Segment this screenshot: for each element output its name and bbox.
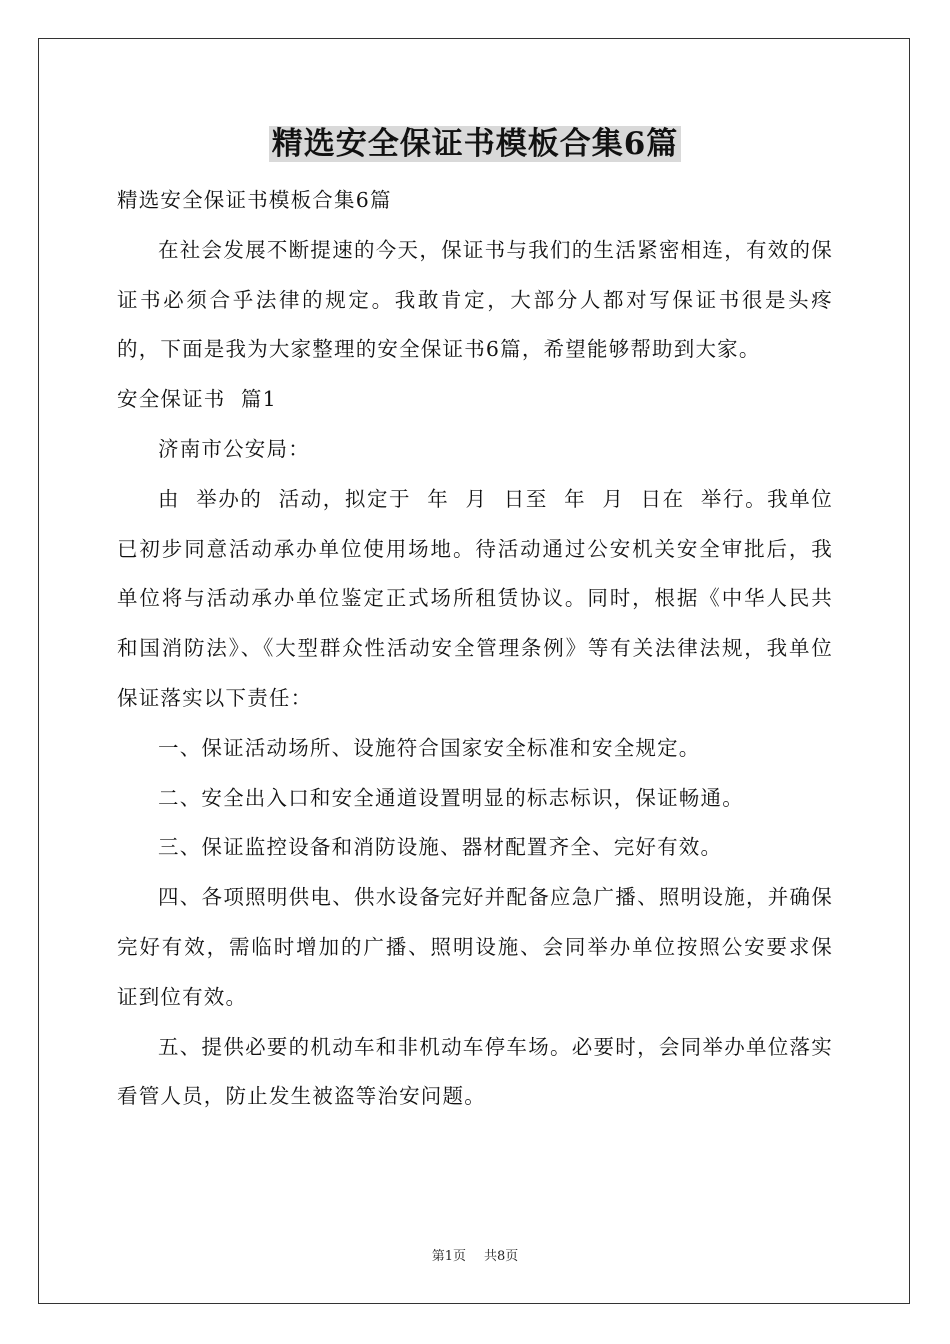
paragraph-addressee: 济南市公安局： [158,436,310,461]
page-number: 第1页 [431,1249,466,1264]
paragraph-item-5: 五、提供必要的机动车和非机动车停车场。必要时，会同举办单位落实看管人员，防止发生被盗等治安问题。 [117,1034,833,1109]
document-subtitle: 精选安全保证书模板合集6篇 [117,188,392,212]
document-title-text: 精选安全保证书模板合集6篇 [269,126,682,162]
section-heading: 安全保证书 篇1 [117,387,277,412]
paragraph-item-4: 四、各项照明供电、供水设备完好并配备应急广播、照明设施，并确保完好有效，需临时增加的广播、照明设施、会同举办单位按照公安要求保证到位有效。 [117,885,833,1009]
document-title [0,122,950,166]
paragraph-item-1: 一、保证活动场所、设施符合国家安全标准和安全规定。 [158,735,701,760]
paragraph-item-3: 三、保证监控设备和消防设施、器材配置齐全、完好有效。 [158,835,723,860]
page-total: 共8页 [484,1249,519,1264]
document-body [117,176,833,1122]
page-footer [0,1248,950,1266]
paragraph-item-2: 二、安全出入口和安全通道设置明显的标志标识，保证畅通。 [158,785,744,810]
paragraph-body: 由 举办的 活动，拟定于 年 月 日至 年 月 日在 举行。我单位已初步同意活动承办单位使用场地。待活动通过公安机关安全审批后，我单位将与活动承办单位鉴定正式场所租赁协议。同时，根据《中华人民共和国消防法》、《大型群众性活动安全管理条例》等有关法律法规，我单位保证落实以下责任： [117,486,833,710]
paragraph-intro: 在社会发展不断提速的今天，保证书与我们的生活紧密相连，有效的保证书必须合乎法律的规定。我敢肯定，大部分人都对写保证书很是头疼的，下面是我为大家整理的安全保证书6篇，希望能够帮助到大家。 [117,237,833,362]
